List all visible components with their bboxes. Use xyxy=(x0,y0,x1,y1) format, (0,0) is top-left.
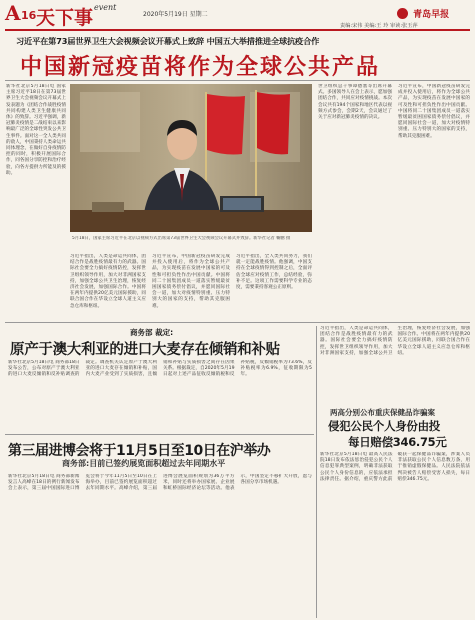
logo-mark-icon xyxy=(397,8,408,19)
date-line: 2020年5月19日 星期二 xyxy=(143,11,208,18)
logo xyxy=(397,3,469,17)
logo-text: 青岛早报 xyxy=(413,9,450,19)
lead-column-5: 世卫组织总干事谭德塞等出席开幕式。多国领导人在会上表示，愿加强团结合作，共同应对疫情挑战。本次会议共有194个国家和地区代表以视频方式参会，会期2天，会议通过了关于应对新冠肺炎疫情的决议。 xyxy=(318,84,392,121)
story4-headline: 两高分别公布重庆保健品诈骗案 xyxy=(330,408,435,417)
story3-subhead: 商务部:目前已签约展览面积超过去年同期水平 xyxy=(62,459,226,468)
right-column-continued: 习近平指出，人类是命运共同体，团结合作是战胜疫情最有力的武器。国际社会要全力搞好疫情防控，发挥世卫组织领导作用，加大对非洲国家支持，加强全球公共卫生治理，恢复经济社会发展，加强国际合作。中国将在两年内提供20亿美元国际援助，同联合国合作在华设立全球人道主义应急仓库和枢纽。 xyxy=(320,326,470,356)
story2-body: 新华社北京5月18日电 商务部18日发布公告，公布对原产于澳大利亚的进口大麦反倾销和反补贴调查的裁定。调查机关认定原产于澳大利亚的进口大麦存在倾销和补贴，国内大麦产业受到了实质损害，且倾销和补贴与实质损害之间存在因果关系。根据裁定，自2020年5月19日起对上述产品征收反倾销税和反补贴税，反倾销税率为73.6%，反补贴税率为6.9%，征收期限为5年。 xyxy=(8,360,312,378)
section-title: 天下事 xyxy=(36,7,94,29)
xi-jinping-photo xyxy=(70,84,312,232)
story4-body: 新华社北京5月18日电 最高人民法院18日发布依法惩治侵犯公民个人信息犯罪典型案例，明确非法获取公民个人身份信息的，应依法承担法律责任。据介绍，重庆警方此前破获一起保健品诈骗案，涉案人员非法获取公民个人信息数万条，用于推销虚假保健品。人民法院依法判决被告人赔偿受害人损失，每日赔偿346.75元。 xyxy=(320,452,470,482)
story3-body: 新华社北京5月18日电 商务部新闻发言人高峰在18日的例行新闻发布会上表示，第三届中国国际进口博览会将于今年11月5日至10日在上海举办，目前已签约展览面积超过去年同期水平。高峰介绍，第三届进博会展览面积规划为36万平方米，同时还将举办国家展、企业展和虹桥国际经济论坛等活动。他表示，中国坚定不移扩大开放，愿与各国分享市场机遇。 xyxy=(8,474,312,492)
story3-headline: 第三届进博会将于11月5日至10日在沪举办 xyxy=(8,443,271,459)
lead-column-2: 习近平指出，人类是命运共同体，团结合作是战胜疫情最有力的武器。国际社会要全力搞好疫情防控，发挥世卫组织领导作用，加大对非洲国家支持，加强全球公共卫生治理，恢复经济社会发展，加强国际合作。中国将在两年内提供20亿美元国际援助，同联合国合作在华设立全球人道主义应急仓库和枢纽。 xyxy=(70,254,146,309)
lead-photo xyxy=(70,84,312,232)
lead-headline: 中国新冠疫苗将作为全球公共产品 xyxy=(20,55,381,80)
lead-column-1: 新华社北京5月18日电 国家主席习近平18日在第73届世界卫生大会视频会议开幕式上发表题为《团结合作战胜疫情 共同构建人类卫生健康共同体》的致辞。习近平强调，新冠肺炎疫情是二战结束以来影响最广泛的全球性突发公共卫生事件。面对这一全人类共同的敌人，中国秉持人类命运共同体理念，在做好自身疫情防控的同时，积极开展国际合作，同各国分享防控和治疗经验，向各方提供力所能及的援助。 xyxy=(6,84,66,176)
section-divider-2 xyxy=(5,434,314,435)
section-number: 16 xyxy=(21,9,37,22)
staff-line: 责编:宋伟 美编:王 玲 审读:张玉萍 xyxy=(340,23,418,29)
section-divider-1 xyxy=(5,322,470,323)
page-letter: A xyxy=(5,1,21,25)
story2-tag: 商务部 裁定: xyxy=(130,328,174,337)
headline-divider xyxy=(5,80,470,81)
story4-sub2: 每日赔偿346.75元 xyxy=(348,435,447,449)
photo-caption: 5月18日，国家主席习近平在北京以视频方式出席第73届世界卫生大会视频会议开幕式并致辞。新华社记者 鞠鹏 摄 xyxy=(72,236,291,241)
event-tag: event xyxy=(94,3,117,12)
lead-kicker: 习近平在第73届世界卫生大会视频会议开幕式上致辞 中国五大举措推进全球抗疫合作 xyxy=(16,36,320,46)
masthead-rule xyxy=(5,29,470,31)
lead-column-6: 习近平宣布，中国新冠疫苗研发完成并投入使用后，将作为全球公共产品，为实现疫苗在发展中国家的可及性和可担负性作出中国贡献。中国将同二十国集团成员一道落实暂缓最贫困国家债务偿付倡议，并愿同国际社会一道，加大对疫情特别重、压力特别大的国家的支持，帮助其克服困难。 xyxy=(398,84,470,139)
story4-sub1: 侵犯公民个人身份由投 xyxy=(328,419,440,433)
lead-column-3: 习近平宣布，中国新冠疫苗研发完成并投入使用后，将作为全球公共产品，为实现疫苗在发展中国家的可及性和可担负性作出中国贡献。中国将同二十国集团成员一道落实暂缓最贫困国家债务偿付倡议，并愿同国际社会一道，加大对疫情特别重、压力特别大的国家的支持，帮助其克服困难。 xyxy=(152,254,230,309)
column-divider xyxy=(316,326,317,618)
story2-headline: 原产于澳大利亚的进口大麦存在倾销和补贴 xyxy=(10,342,280,358)
lead-column-4: 习近平指出，全人类共同努力，我们就一定能战胜疫情。他强调，中国支持在全球疫情得到控制之后，全面评估全球应对疫情工作，总结经验，弥补不足。这项工作需要科学专业的态度，需要秉持客观公正原则。 xyxy=(236,254,312,291)
masthead xyxy=(0,0,475,38)
